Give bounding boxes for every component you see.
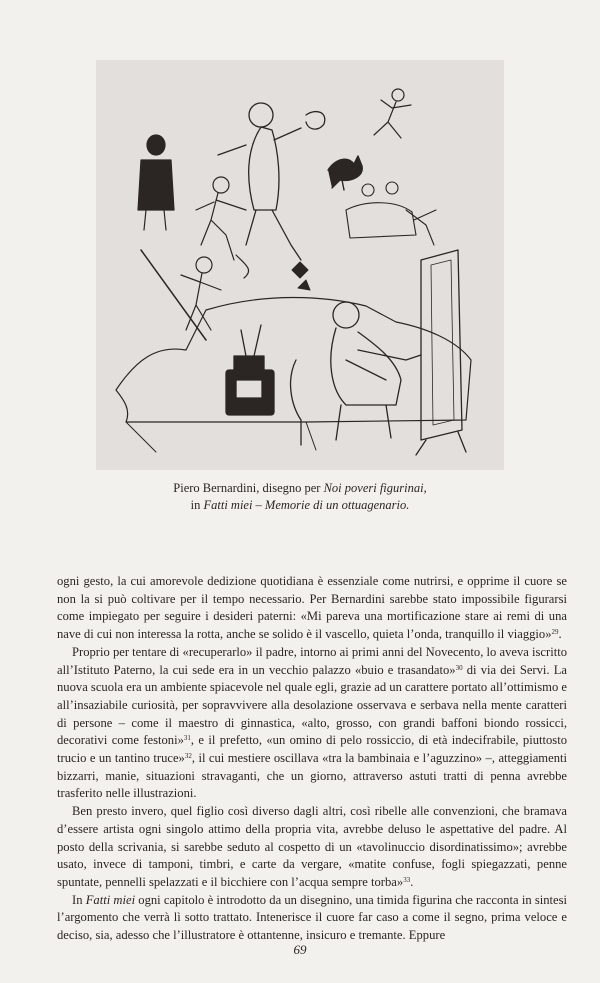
text-segment: Proprio per tentare di «recuperarlo» il padre, intorno ai primi anni del Novecento, lo aveva iscritto all’Istituto Paterno, la cui sede era in un vecchio palazzo «buio e trasandato» <box>57 644 567 677</box>
body-text <box>57 573 567 945</box>
footnote-ref: 33 <box>403 875 411 884</box>
text-segment: ogni gesto, la cui amorevole dedizione quotidiana è essenziale come nutrirsi, e opprime il cuore se non la si può coltivare per il tempo necessario. Per Bernardini sarebbe stato impossibile figurarsi come impiegato per seguire i desideri paterni: «Mi pareva una mortificazione stare ai remi di una nave di cui non interessa la rotta, anche se solido è il vascello, quieta l’onda, tranquillo il viaggio» <box>57 574 567 642</box>
paragraph <box>57 803 567 892</box>
caption-line-1 <box>0 480 600 497</box>
footnote-ref: 30 <box>455 663 463 672</box>
footnote-ref: 32 <box>184 752 192 761</box>
text-segment: . <box>558 627 562 642</box>
page-number: 69 <box>293 942 307 957</box>
caption-author: Piero Bernardini, disegno per <box>173 481 324 495</box>
caption-line-2 <box>0 497 600 514</box>
footnote-ref: 31 <box>183 734 191 743</box>
text-segment: . <box>410 874 414 889</box>
italic-title: Fatti miei <box>85 892 136 907</box>
text-segment: , e il prefetto, «un omino di pelo rossiccio, di età indecifrabile, piuttosto trucio e un tantino truce» <box>57 733 567 766</box>
caption-title: Noi poveri figurinai, <box>323 481 427 495</box>
text-segment: di via dei Servi. La nuova scuola era un ambiente spiacevole nel quale egli, grazie ad un carattere portato all’ottimismo e all’insaziabile curiosità, per sopravvivere alla desolazione osservava e serbava nella mente caratteri di persone – come il maestro di ginnastica, «alto, grosso, con grandi baffoni biondo rossicci, decorativi come festoni» <box>57 662 567 748</box>
footnote-ref: 29 <box>551 628 559 637</box>
illustration <box>96 60 504 470</box>
text-segment: Ben presto invero, quel figlio così diverso dagli altri, così ribelle alle convenzioni, che bramava d’essere artista ogni singolo attimo della propria vita, avrebbe deluso le aspettative del padre. Al posto della scrivania, si sarebbe seduto al cospetto di un «tavolinuccio disordinatissimo»; avrebbe usato, invece di tamponi, timbri, e carte da vergare, «matite confuse, fogli spiegazzati, penne spuntate, pennelli spelazzati e il bicchiere con l’acqua sempre torba» <box>57 804 567 889</box>
paragraph <box>57 573 567 644</box>
text-segment: , il cui mestiere oscillava «tra la bambinaia e l’aguzzino» –, atteggiamenti bizzarri, manie, situazioni stravaganti, che un giorno, attraverso astuti tratti di penna avrebbe trasferito nelle illustrazioni. <box>57 751 567 801</box>
caption-source: Fatti miei – Memorie di un ottuagenario. <box>203 498 410 512</box>
caption-prefix: in <box>190 498 204 512</box>
text-segment: ogni capitolo è introdotto da un disegnino, una timida figurina che racconta in sintesi l’argomento che verrà lì sotto trattato. Intenerisce il cuore far caso a come il segno, prima veloce e deciso, sia, adesso che l’illustratore è ottantenne, insicuro e tremante. Eppure <box>57 892 568 943</box>
text-segment: In <box>72 892 86 907</box>
paragraph <box>57 892 567 945</box>
figure-caption <box>0 480 600 514</box>
paragraph <box>57 644 567 803</box>
